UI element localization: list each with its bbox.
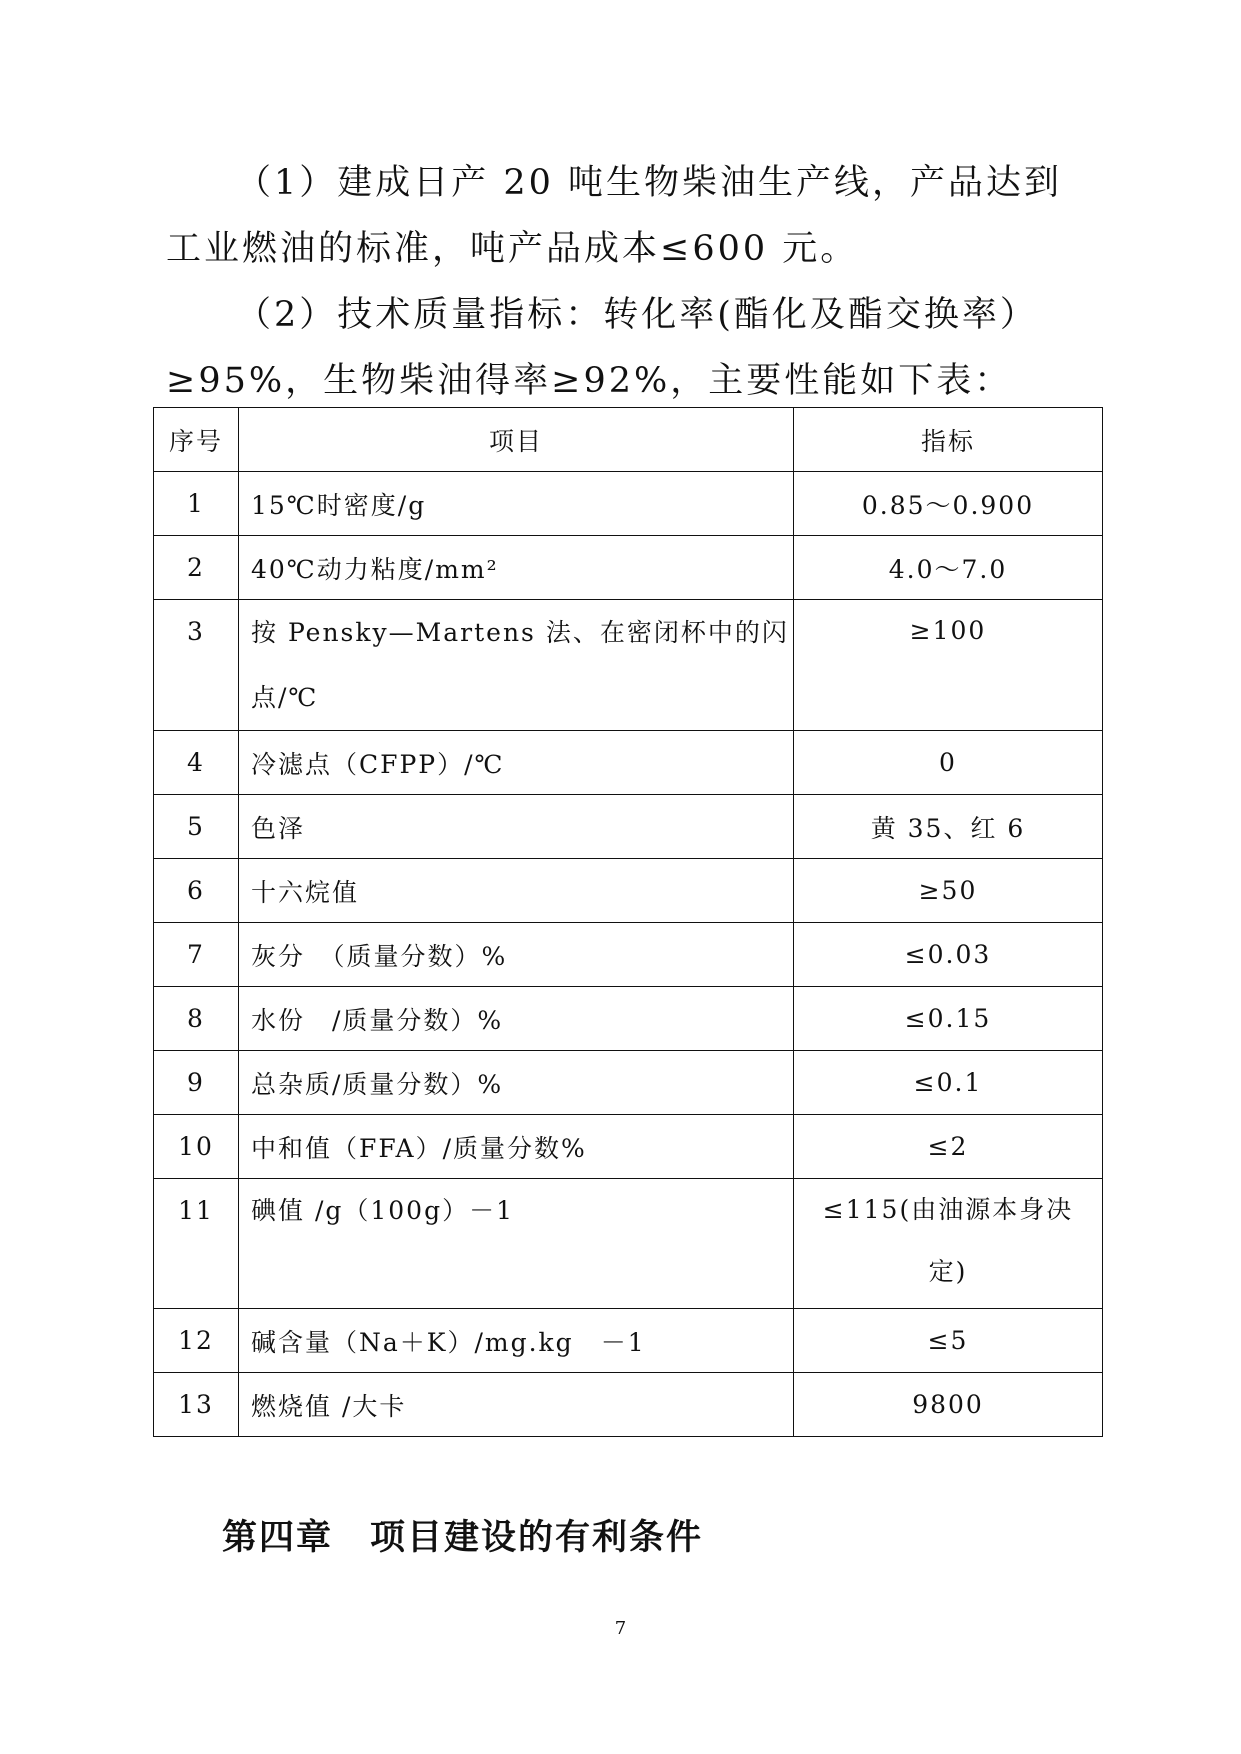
row-no: 7 [154,923,239,987]
row-item: 灰分 （质量分数）% [239,923,794,987]
table-row [154,1179,1103,1309]
header-no: 序号 [154,408,239,472]
row-item: 水份 /质量分数）% [239,987,794,1051]
row-value: ≤5 [794,1309,1103,1373]
row-value: ≤0.1 [794,1051,1103,1115]
header-item: 项目 [239,408,794,472]
table-row [154,1373,1103,1437]
row-value: 4.0～7.0 [794,536,1103,600]
row-no: 4 [154,731,239,795]
row-item: 碱含量（Na＋K）/mg.kg －1 [239,1309,794,1373]
row-item: 总杂质/质量分数）% [239,1051,794,1115]
performance-table [153,407,1103,1437]
row-no: 11 [154,1179,239,1309]
row-value: ≤0.15 [794,987,1103,1051]
row-no: 1 [154,472,239,536]
table-row [154,731,1103,795]
row-item: 15℃时密度/g [239,472,794,536]
row-value: ≤115(由油源本身决定) [794,1179,1103,1309]
row-value: ≤0.03 [794,923,1103,987]
row-item: 按 Pensky—Martens 法、在密闭杯中的闪点/℃ [239,600,794,731]
paragraph-1-text: （1）建成日产 20 吨生物柴油生产线，产品达到工业燃油的标准，吨产品成本≤600 元。 [166,163,1063,269]
row-value: ≤2 [794,1115,1103,1179]
paragraph-2-text: （2）技术质量指标：转化率(酯化及酯交换率）≥95%，生物柴油得率≥92%，主要性能如下表： [166,295,1038,401]
table-row [154,987,1103,1051]
row-value: ≥100 [794,600,1103,731]
table-row [154,859,1103,923]
row-value: 0.85～0.900 [794,472,1103,536]
row-value: ≥50 [794,859,1103,923]
row-no: 10 [154,1115,239,1179]
row-item: 40℃动力粘度/mm² [239,536,794,600]
chapter-heading: 第四章 项目建设的有利条件 [222,1518,704,1558]
row-value: 9800 [794,1373,1103,1437]
row-item: 燃烧值 /大卡 [239,1373,794,1437]
row-no: 5 [154,795,239,859]
table-row [154,536,1103,600]
row-no: 12 [154,1309,239,1373]
page-number: 7 [614,1618,627,1639]
table-row [154,600,1103,731]
row-no: 13 [154,1373,239,1437]
row-no: 8 [154,987,239,1051]
table-row [154,1309,1103,1373]
row-item: 十六烷值 [239,859,794,923]
row-no: 6 [154,859,239,923]
row-no: 2 [154,536,239,600]
row-value: 黄 35、红 6 [794,795,1103,859]
row-item: 冷滤点（CFPP）/℃ [239,731,794,795]
table-row [154,1051,1103,1115]
row-item: 色泽 [239,795,794,859]
table-row [154,472,1103,536]
row-value: 0 [794,731,1103,795]
table-row [154,1115,1103,1179]
table-header-row [154,408,1103,472]
table-row [154,795,1103,859]
header-value: 指标 [794,408,1103,472]
paragraph-2 [166,282,1086,414]
row-item: 中和值（FFA）/质量分数% [239,1115,794,1179]
paragraph-1 [166,150,1086,282]
row-item: 碘值 /g（100g）－1 [239,1179,794,1309]
row-no: 9 [154,1051,239,1115]
row-no: 3 [154,600,239,731]
table-row [154,923,1103,987]
